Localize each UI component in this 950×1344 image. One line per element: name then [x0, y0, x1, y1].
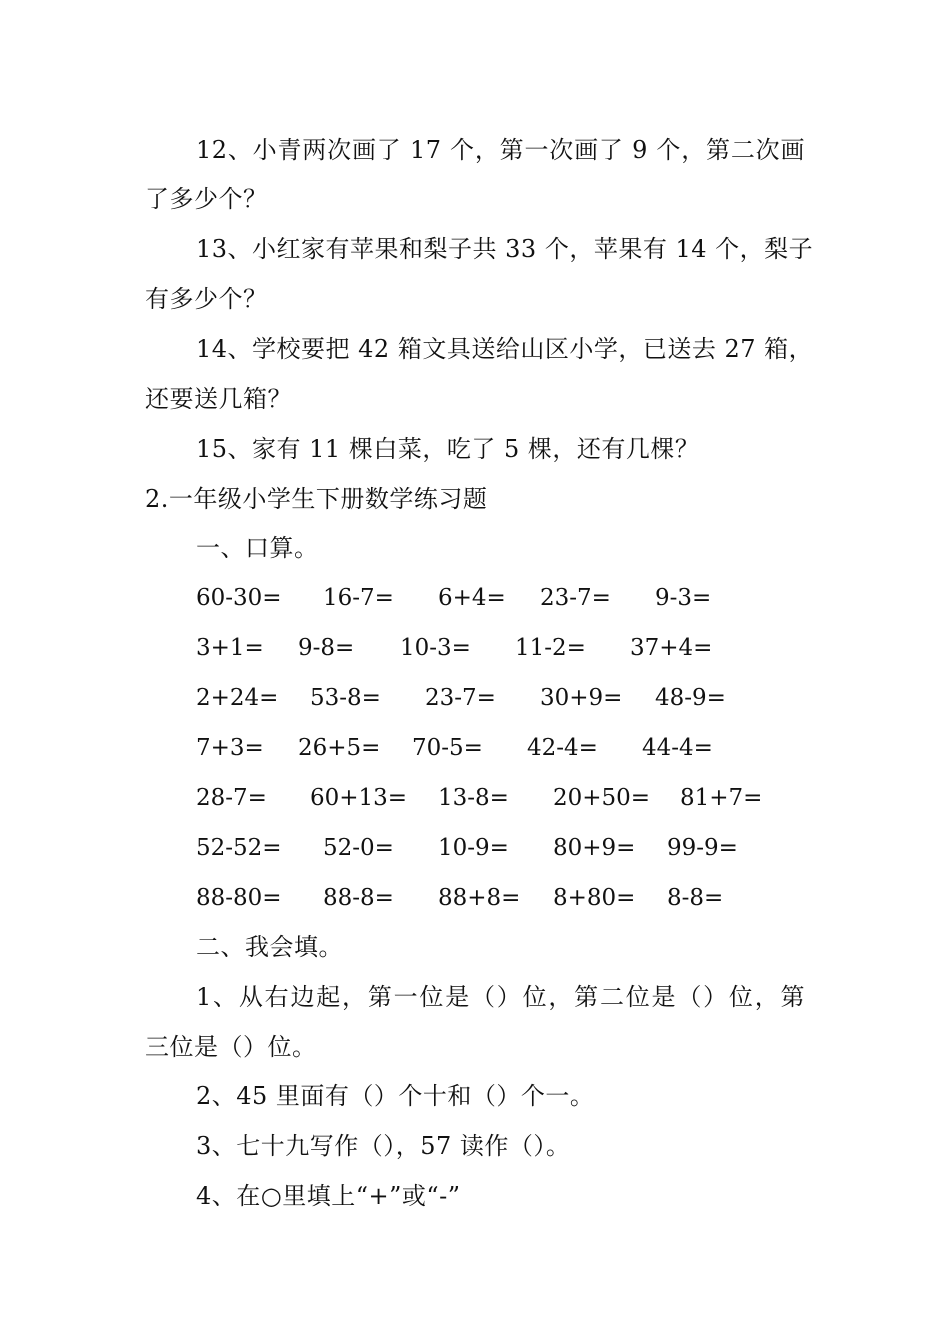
calc-item: 23-7= [540, 585, 611, 611]
problem-14-line1: 14、学校要把 42 箱文具送给山区小学，已送去 27 箱， [196, 335, 814, 363]
calc-item: 60-30= [196, 585, 282, 611]
calc-item: 30+9= [540, 685, 623, 711]
calc-item: 53-8= [310, 685, 381, 711]
fill-item-1-line1: 1、从右边起，第一位是（）位，第二位是（）位，第 [196, 983, 805, 1011]
calc-item: 10-3= [400, 635, 471, 661]
fill-item-3: 3、七十九写作（），57 读作（）。 [196, 1132, 571, 1160]
calc-item: 88+8= [438, 885, 521, 911]
calc-item: 13-8= [438, 785, 509, 811]
calc-item: 88-80= [196, 885, 282, 911]
fill-item-1-line2: 三位是（）位。 [145, 1033, 317, 1061]
calc-item: 26+5= [298, 735, 381, 761]
problem-12-line2: 了多少个？ [145, 185, 268, 213]
problem-14-line2: 还要送几箱？ [145, 385, 292, 413]
calc-item: 8+80= [553, 885, 636, 911]
calc-item: 88-8= [323, 885, 394, 911]
calc-item: 81+7= [680, 785, 763, 811]
calc-item: 42-4= [527, 735, 598, 761]
calc-item: 7+3= [196, 735, 264, 761]
calc-item: 8-8= [667, 885, 724, 911]
calc-item: 10-9= [438, 835, 509, 861]
calc-item: 52-52= [196, 835, 282, 861]
calc-item: 60+13= [310, 785, 408, 811]
calc-item: 44-4= [642, 735, 713, 761]
calc-item: 37+4= [630, 635, 713, 661]
calc-item: 28-7= [196, 785, 267, 811]
fill-item-2: 2、45 里面有（）个十和（）个一。 [196, 1082, 595, 1110]
calc-item: 16-7= [323, 585, 394, 611]
calc-item: 23-7= [425, 685, 496, 711]
calc-item: 2+24= [196, 685, 279, 711]
calc-item: 48-9= [655, 685, 726, 711]
problem-13-line2: 有多少个？ [145, 285, 268, 313]
calc-item: 52-0= [323, 835, 394, 861]
calc-item: 99-9= [667, 835, 738, 861]
fill-item-4: 4、在○里填上“+”或“-” [196, 1182, 461, 1210]
calc-item: 20+50= [553, 785, 651, 811]
calc-item: 9-8= [298, 635, 355, 661]
part1-heading: 一、口算。 [196, 534, 319, 562]
problem-13-line1: 13、小红家有苹果和梨子共 33 个，苹果有 14 个，梨子 [196, 235, 814, 263]
calc-item: 9-3= [655, 585, 712, 611]
calc-item: 70-5= [412, 735, 483, 761]
calc-item: 11-2= [515, 635, 586, 661]
calc-item: 80+9= [553, 835, 636, 861]
calc-item: 6+4= [438, 585, 506, 611]
part2-heading: 二、我会填。 [196, 933, 343, 961]
calc-item: 3+1= [196, 635, 264, 661]
section-title: 2.一年级小学生下册数学练习题 [145, 485, 488, 513]
problem-12-line1: 12、小青两次画了 17 个，第一次画了 9 个，第二次画 [196, 136, 805, 164]
problem-15-line1: 15、家有 11 棵白菜，吃了 5 棵，还有几棵？ [196, 435, 700, 463]
